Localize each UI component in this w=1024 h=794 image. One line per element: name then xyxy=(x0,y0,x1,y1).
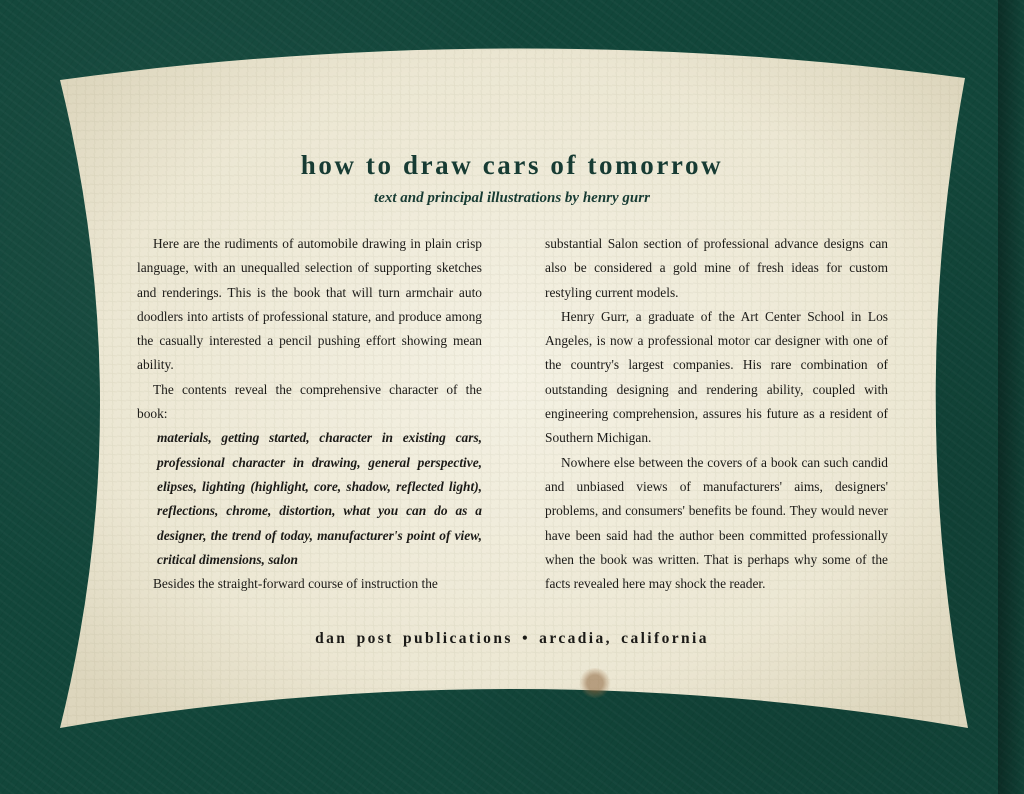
continuation-paragraph: Besides the straight-forward course of instruction the xyxy=(153,576,438,592)
left-text-column xyxy=(137,232,482,596)
intro-paragraph: Here are the rudiments of automobile drawing in plain crisp language, with an unequalled selection of supporting sketches and renderings. This is the book that will turn armchair auto doodlers into artists of professional stature, and produce among the casually interested a pencil pushing effort showing mean ability. xyxy=(137,236,482,373)
contents-intro-paragraph: The contents reveal the comprehensive character of the book: xyxy=(137,381,482,422)
book-title: how to draw cars of tomorrow xyxy=(300,150,724,180)
contents-topics-list: materials, getting started, character in existing cars, professional character in drawing, general perspective, elipses, lighting (highlight, core, shadow, reflected light), reflections, chrome, distortion, what you can do as a designer, the trend of today, manufacturer's point of view, critical dimensions, salon xyxy=(157,430,482,567)
closing-paragraph: Nowhere else between the covers of a book can such candid and unbiased views of manufacturers' aims, designers' problems, and consumers' benefits be found. They would never have been said had the author been committed professionally when the book was written. That is perhaps why some of the facts revealed here may shock the reader. xyxy=(545,454,888,592)
publisher-line: dan post publications • arcadia, california xyxy=(315,630,709,647)
salon-paragraph: substantial Salon section of professional advance designs can also be considered a gold mine of fresh ideas for custom restyling current models. xyxy=(545,236,888,300)
paper-stain xyxy=(578,668,612,698)
book-subtitle: text and principal illustrations by henry gurr xyxy=(374,190,650,206)
author-bio-paragraph: Henry Gurr, a graduate of the Art Center School in Los Angeles, is now a professional motor car designer with one of the country's largest companies. His rare combination of outstanding designing and rendering ability, coupled with engineering comprehension, assures his future as a resident of Southern Michigan. xyxy=(545,308,888,446)
right-text-column xyxy=(545,232,888,596)
